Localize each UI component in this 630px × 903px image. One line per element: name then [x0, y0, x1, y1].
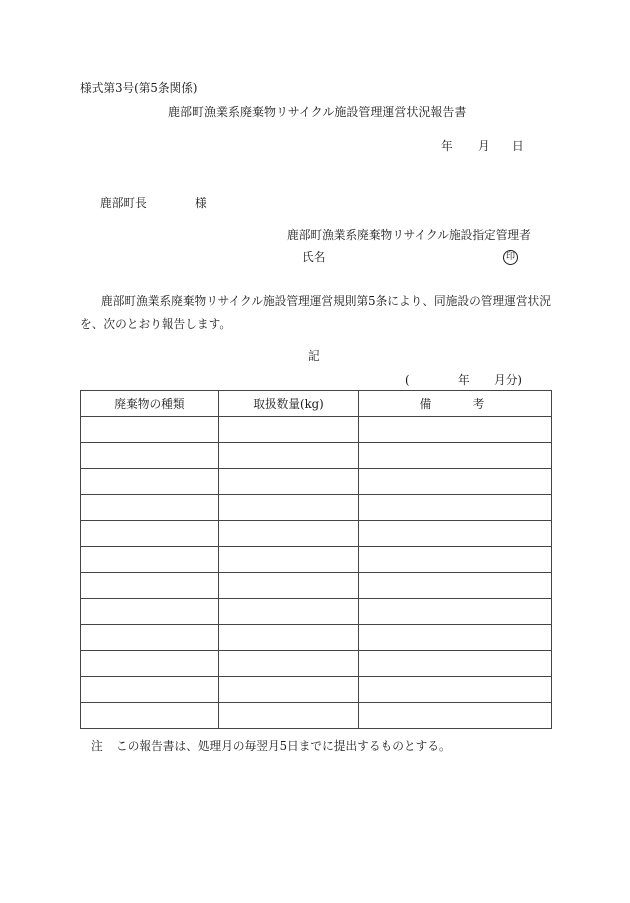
- body-line-1: 鹿部町漁業系廃棄物リサイクル施設管理運営規則第5条により、同施設の管理運営状況: [101, 294, 551, 308]
- note-label: 注: [91, 739, 103, 753]
- cell-waste-type: [81, 651, 219, 677]
- cell-remarks: [359, 417, 552, 443]
- table-row: [81, 495, 552, 521]
- record-heading: 記: [308, 349, 320, 363]
- cell-remarks: [359, 677, 552, 703]
- table-row: [81, 703, 552, 729]
- table-row: [81, 625, 552, 651]
- table-row: [81, 573, 552, 599]
- cell-quantity: [219, 443, 359, 469]
- period-month-label: 月分): [494, 373, 522, 387]
- document-title: 鹿部町漁業系廃棄物リサイクル施設管理運営状況報告書: [168, 105, 467, 119]
- table-row: [81, 677, 552, 703]
- cell-waste-type: [81, 495, 219, 521]
- report-table: [80, 390, 552, 729]
- cell-waste-type: [81, 443, 219, 469]
- cell-waste-type: [81, 677, 219, 703]
- note-text: この報告書は、処理月の毎翌月5日までに提出するものとする。: [116, 739, 451, 753]
- form-number: 様式第3号(第5条関係): [80, 81, 198, 95]
- sender-organization: 鹿部町漁業系廃棄物リサイクル施設指定管理者: [287, 228, 531, 242]
- period-year-label: 年: [458, 373, 470, 387]
- cell-quantity: [219, 547, 359, 573]
- table-row: [81, 547, 552, 573]
- period-open-paren: (: [405, 373, 410, 387]
- cell-remarks: [359, 469, 552, 495]
- table-row: [81, 651, 552, 677]
- header-quantity: 取扱数量(kg): [219, 391, 359, 417]
- cell-quantity: [219, 677, 359, 703]
- date-month-label: 月: [478, 139, 490, 153]
- cell-quantity: [219, 573, 359, 599]
- table-row: [81, 599, 552, 625]
- table-body: [81, 417, 552, 729]
- cell-waste-type: [81, 417, 219, 443]
- sender-name-label: 氏名: [302, 250, 326, 264]
- table-row: [81, 443, 552, 469]
- cell-quantity: [219, 599, 359, 625]
- cell-waste-type: [81, 599, 219, 625]
- addressee-honorific: 様: [195, 196, 207, 210]
- cell-quantity: [219, 651, 359, 677]
- table-header-row: [81, 391, 552, 417]
- cell-remarks: [359, 599, 552, 625]
- date-year-label: 年: [441, 139, 453, 153]
- header-waste-type: 廃棄物の種類: [81, 391, 219, 417]
- cell-remarks: [359, 495, 552, 521]
- table-row: [81, 417, 552, 443]
- table-row: [81, 521, 552, 547]
- cell-remarks: [359, 547, 552, 573]
- cell-remarks: [359, 573, 552, 599]
- cell-quantity: [219, 417, 359, 443]
- cell-waste-type: [81, 469, 219, 495]
- cell-quantity: [219, 521, 359, 547]
- cell-waste-type: [81, 625, 219, 651]
- cell-waste-type: [81, 573, 219, 599]
- cell-quantity: [219, 469, 359, 495]
- cell-remarks: [359, 651, 552, 677]
- cell-waste-type: [81, 521, 219, 547]
- table-row: [81, 469, 552, 495]
- cell-remarks: [359, 703, 552, 729]
- cell-waste-type: [81, 547, 219, 573]
- cell-remarks: [359, 521, 552, 547]
- cell-remarks: [359, 625, 552, 651]
- cell-waste-type: [81, 703, 219, 729]
- cell-quantity: [219, 495, 359, 521]
- seal-mark: 印: [503, 250, 518, 265]
- header-remarks: 備 考: [359, 391, 552, 417]
- body-line-2: を、次のとおり報告します。: [80, 317, 232, 331]
- cell-quantity: [219, 703, 359, 729]
- cell-remarks: [359, 443, 552, 469]
- addressee-name: 鹿部町長: [100, 196, 147, 210]
- cell-quantity: [219, 625, 359, 651]
- date-day-label: 日: [512, 139, 524, 153]
